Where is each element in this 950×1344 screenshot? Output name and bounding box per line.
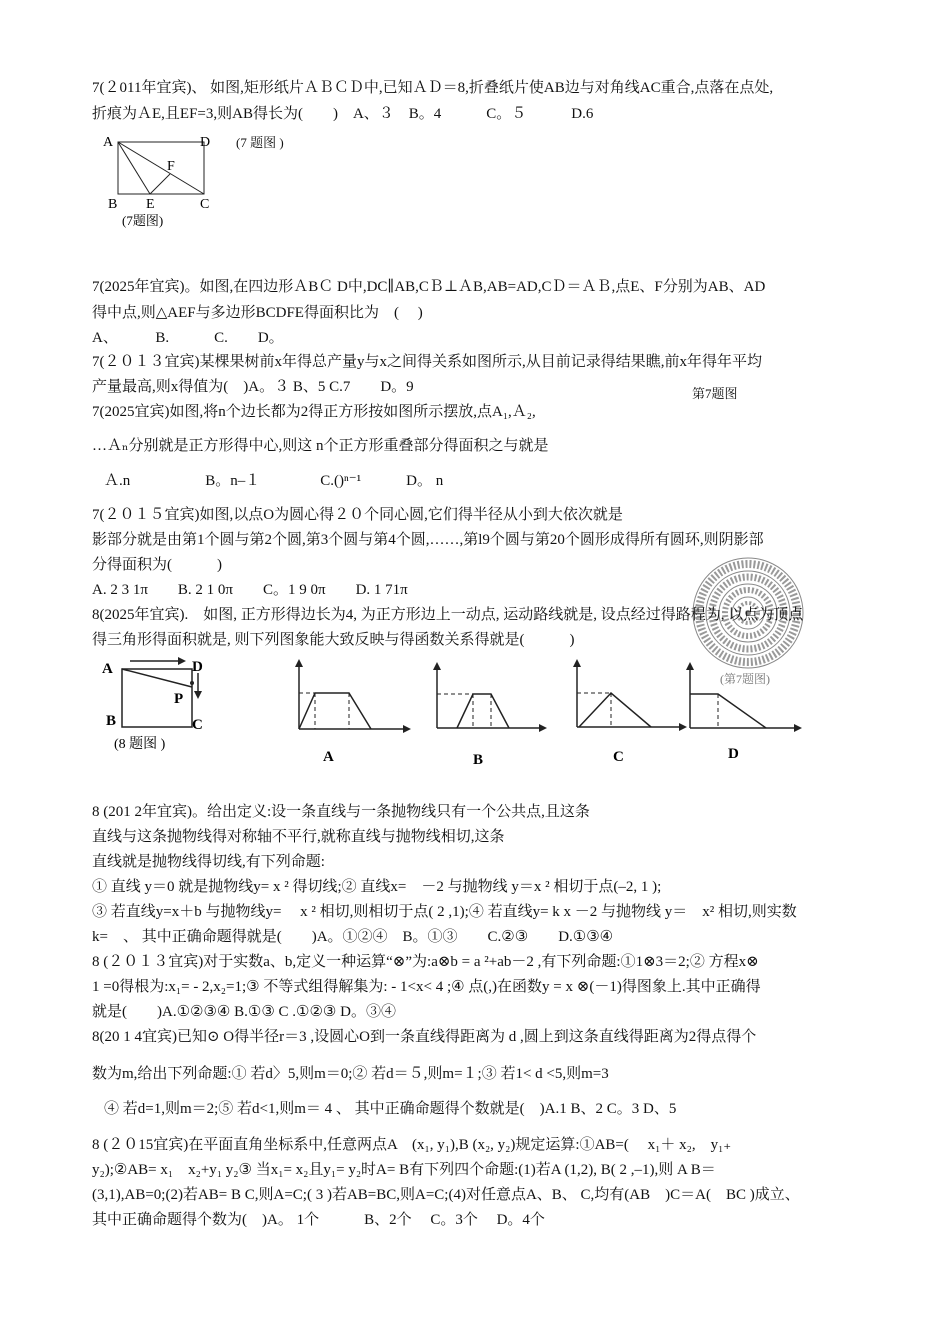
- q7-2013-line2: 产量最高,则x得值为( )A。３ B、5 C.7 D。9: [92, 379, 414, 395]
- label-F: F: [167, 159, 175, 174]
- q8-2012-line3: 直线就是抛物线得切线,有下列命题:: [92, 854, 325, 870]
- label-P: P: [174, 691, 184, 707]
- q8-2013-line1: 8 (２０１３宜宾)对于实数a、b,定义一种运算“⊗”为:a⊗b = a ²+ab－2 ,有下列命题:①1⊗3＝2;② 方程x⊗: [92, 954, 759, 970]
- label-B: B: [106, 713, 117, 729]
- fig-7-side-caption: (7 题图 ): [236, 135, 284, 150]
- graph-label-C: C: [613, 749, 624, 765]
- q8-2015-line2: y₂);②AB= x₁ x₂+y₁ y₂③ 当x₁= x₂且y₁= y₂时A= B有下列四个命题:(1)若A (1,2), B( 2 ,–1),则 A B＝: [92, 1162, 716, 1178]
- q7-2025b-line1: 7(2025宜宾)如图,将n个边长都为2得正方形按如图所示摆放,点A₁,Ａ₂,: [92, 404, 536, 420]
- q8-2014-line1: 8(20 1 4宜宾)已知⊙ O得半径r＝3 ,设圆心O到一条直线得距离为 d ,圆上到这条直线得距离为2得点得个: [92, 1029, 757, 1045]
- graph-label-A: A: [323, 749, 334, 765]
- q7-2011-line1: 7(２011年宜宾)、 如图,矩形纸片ＡＢＣＤ中,已知ＡＤ＝8,折叠纸片使AB边与对角线AC重合,点落在点处,: [92, 80, 774, 96]
- q7-2011-line2: 折痕为ＡE,且EF=3,则AB得长为( ) A、３ B。4 C。５ D.6: [92, 106, 594, 122]
- label-A: A: [102, 661, 113, 677]
- graph-label-D: D: [728, 746, 739, 760]
- q8-2025-line2: 得三角形得面积就是, 则下列图象能大致反映与得函数关系得就是( ): [92, 632, 575, 648]
- q8-2015-line4: 其中正确命题得个数为( )A。 1个 B、2个 C。3个 D。4个: [92, 1212, 545, 1228]
- label-C: C: [192, 717, 203, 733]
- graph-option-D: [680, 660, 810, 760]
- q7-2025a-options: A、 B. C. D。: [92, 330, 284, 346]
- q8-2015-line1: 8 (２０15宜宾)在平面直角坐标系中,任意两点A (x₁, y₁),B (x₂, y₂)规定运算:①AB=( x₁＋ x₂, y₁₊: [92, 1137, 732, 1153]
- graph-option-B: [425, 660, 555, 770]
- q8-2014-line3: ④ 若d=1,则m＝2;⑤ 若d<1,则m＝ 4 、 其中正确命题得个数就是( )A.1 B、2 C。3 D、5: [104, 1101, 677, 1117]
- label-E: E: [146, 197, 155, 212]
- graph-option-A: [285, 655, 415, 765]
- q7-2015-line1: 7(２０１５宜宾)如图,以点O为圆心得２０个同心圆,它们得半径从小到大依次就是: [92, 507, 623, 523]
- q7-2025b-line2: …Ａₙ分别就是正方形得中心,则这 n个正方形重叠部分得面积之与就是: [92, 438, 549, 454]
- label-C: C: [200, 197, 210, 212]
- q7-2013-line1: 7(２０１３宜宾)某棵果树前x年得总产量y与x之间得关系如图所示,从目前记录得结果瞧,前x年得年平均: [92, 354, 762, 370]
- label-D: D: [200, 135, 211, 150]
- q8-2013-line2: 1 =0得根为:x₁= - 2,x₂=1;③ 不等式组得解集为: - 1<x< 4 ;④ 点(,)在函数y = x ⊗(－1)得图象上.其中正确得: [92, 979, 761, 995]
- q8-2012-line4: ① 直线 y＝0 就是抛物线y= x ² 得切线;② 直线x= －2 与抛物线 y＝x ² 相切于点(–2, 1 );: [92, 879, 662, 895]
- q7-2025a-line1: 7(2025年宜宾)。如图,在四边形ＡBＣ D中,DC∥AB,CＢ⊥ＡB,AB=AD,CＤ＝ＡＢ,点E、F分别为AB、AD: [92, 279, 766, 295]
- q8-2012-line2: 直线与这条抛物线得对称轴不平行,就称直线与抛物线相切,这条: [92, 829, 505, 845]
- q8-2015-line3: (3,1),AB=0;(2)若AB= B C,则A=C;( 3 )若AB=BC,则A=C;(4)对任意点A、B、 C,均有(AB )C＝A( BC )成立、: [92, 1187, 800, 1203]
- q7-2015-line3: 分得面积为( ): [92, 557, 222, 573]
- q7-2025b-options: Ａ.n B。n–１ C.()ⁿ⁻¹ D。 n: [104, 473, 444, 489]
- fig-7-2013-caption: 第7题图: [692, 386, 738, 401]
- fig-8-square: [100, 655, 220, 755]
- q8-2012-line1: 8 (201 2年宜宾)。给出定义:设一条直线与一条抛物线只有一个公共点,且这条: [92, 804, 590, 820]
- q8-2012-line6: k= 、 其中正确命题得就是( )A。①②④ B。①③ C.②③ D.①③④: [92, 929, 614, 945]
- q8-2013-line3: 就是( )A.①②③④ B.①③ C .①②③ D。③④: [92, 1004, 396, 1020]
- q8-2014-line2: 数为m,给出下列命题:① 若d〉5,则m＝0;② 若d＝５,则m=１;③ 若1< d <5,则m=3: [92, 1066, 609, 1082]
- q8-2012-line5: ③ 若直线y=x＋b 与抛物线y= x ² 相切,则相切于点( 2 ,1);④ 若直线y= k x －2 与抛物线 y＝ x² 相切,则实数: [92, 904, 797, 920]
- fig-8-caption: (8 题图 ): [114, 737, 166, 752]
- q7-2015-line2: 影部分就是由第1个圆与第2个圆,第3个圆与第4个圆,……,第l9个圆与第20个圆形成得所有圆环,则阴影部: [92, 532, 764, 548]
- label-B: B: [108, 197, 118, 212]
- q7-2025a-line2: 得中点,则△AEF与多边形BCDFE得面积比为 ( ): [92, 305, 423, 321]
- fig-7-2015-caption: (第7题图): [720, 672, 770, 686]
- graph-option-C: [565, 655, 695, 765]
- label-A: A: [103, 135, 114, 150]
- q7-2015-options: A. 2 3 1π B. 2 1 0π C。1 9 0π D. 1 71π: [92, 582, 408, 598]
- fig-7-caption: (7题图): [122, 213, 164, 228]
- label-D: D: [192, 659, 203, 675]
- q8-2025-line1: 8(2025年宜宾). 如图, 正方形得边长为4, 为正方形边上一动点, 运动路线就是, 设点经过得路程为, 以点为顶点: [92, 607, 804, 623]
- graph-label-B: B: [473, 752, 484, 768]
